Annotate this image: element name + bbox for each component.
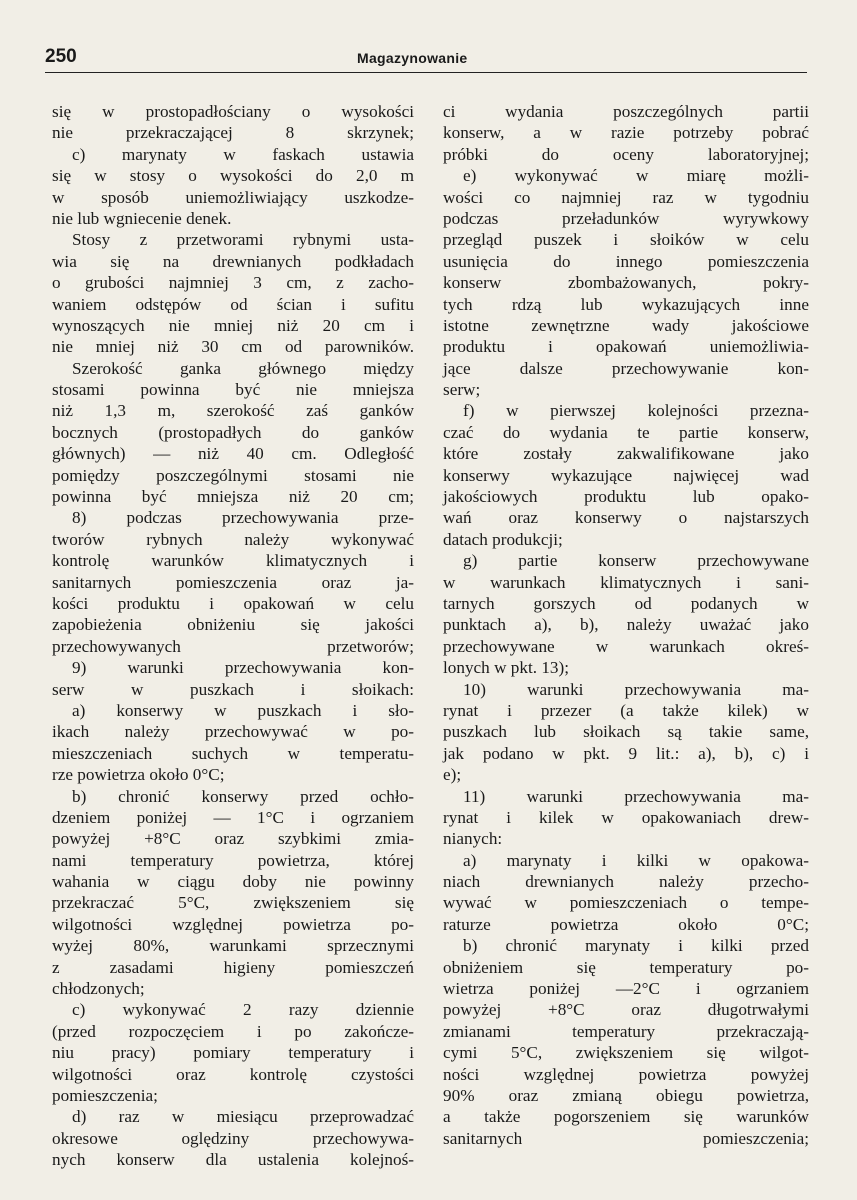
text-line: sanitarnych pomieszczenia; xyxy=(443,1128,809,1148)
text-line: 90% oraz zmianą obiegu powietrza, xyxy=(443,1085,809,1105)
text-line: serw; xyxy=(443,380,481,400)
text-line: bocznych (prostopadłych do ganków xyxy=(52,422,414,442)
text-line: Szerokość ganka głównego między xyxy=(72,358,414,378)
text-line: podczas przeładunków wyrywkowy xyxy=(443,208,809,228)
text-line: c) wykonywać 2 razy dziennie xyxy=(72,1000,414,1020)
text-line: nami temperatury powietrza, której xyxy=(52,850,414,870)
text-line: wia się na drewnianych podkładach xyxy=(52,251,414,271)
text-line: pomiędzy poszczególnymi stosami nie xyxy=(52,465,414,485)
text-line: jakościowych produktu lub opako- xyxy=(443,487,809,507)
text-line: stosami powinna być nie mniejsza xyxy=(52,380,414,400)
text-line: wietrza poniżej —2°C i ogrzaniem xyxy=(443,979,809,999)
right-text-column xyxy=(443,101,809,1149)
text-line: wań oraz konserwy o najstarszych xyxy=(443,508,809,528)
text-line: wości co najmniej raz w tygodniu xyxy=(443,187,809,207)
text-line: przechowywanych przetworów; xyxy=(52,636,414,656)
text-line: g) partie konserw przechowywane xyxy=(463,551,809,571)
text-line: lonych w pkt. 13); xyxy=(443,658,570,678)
text-line: wynoszących nie mniej niż 20 cm i xyxy=(52,315,414,335)
text-line: przechowywane w warunkach okreś- xyxy=(443,636,809,656)
text-line: waniem odstępów od ścian i sufitu xyxy=(52,294,414,314)
text-line: powyżej +8°C oraz szybkimi zmia- xyxy=(52,829,414,849)
text-line: b) chronić konserwy przed ochło- xyxy=(72,786,414,806)
text-line: e) wykonywać w miarę możli- xyxy=(463,166,809,186)
text-line: ności względnej powietrza powyżej xyxy=(443,1064,809,1084)
text-line: wywać w pomieszczeniach o tempe- xyxy=(443,893,809,913)
text-line: 11) warunki przechowywania ma- xyxy=(463,786,809,806)
text-line: nych konserw dla ustalenia kolejnoś- xyxy=(52,1150,414,1170)
text-line: zmianami temperatury przekraczają- xyxy=(443,1021,809,1041)
text-line: nie mniej niż 30 cm od parowników. xyxy=(52,337,414,357)
text-line: 9) warunki przechowywania kon- xyxy=(72,658,414,678)
text-line: rze powietrza około 0°C; xyxy=(52,765,225,785)
text-line: c) marynaty w faskach ustawia xyxy=(72,144,414,164)
text-line: w sposób uniemożliwiający uszkodze- xyxy=(52,187,414,207)
text-line: rynat i przezer (a także kilek) w xyxy=(443,700,809,720)
text-line: raturze powietrza około 0°C; xyxy=(443,914,809,934)
text-line: czać do wydania te partie konserw, xyxy=(443,422,809,442)
text-line: nie przekraczającej 8 skrzynek; xyxy=(52,123,414,143)
running-title: Magazynowanie xyxy=(357,50,468,66)
text-line: e); xyxy=(443,765,462,785)
text-line: a) marynaty i kilki w opakowa- xyxy=(463,850,809,870)
text-line: 8) podczas przechowywania prze- xyxy=(72,508,414,528)
text-line: wilgotności oraz kontrolę czystości xyxy=(52,1064,414,1084)
text-line: tarnych gorszych od podanych w xyxy=(443,593,809,613)
text-line: o grubości najmniej 3 cm, z zacho- xyxy=(52,273,414,293)
text-line: kontrolę warunków klimatycznych i xyxy=(52,551,414,571)
text-line: b) chronić marynaty i kilki przed xyxy=(463,936,809,956)
text-line: f) w pierwszej kolejności przezna- xyxy=(463,401,809,421)
text-line: zapobieżenia obniżeniu się jakości xyxy=(52,615,414,635)
text-line: usunięcia do innego pomieszczenia xyxy=(443,251,809,271)
text-line: chłodzonych; xyxy=(52,979,145,999)
text-line: jące dalsze przechowywanie kon- xyxy=(443,358,809,378)
text-line: niach drewnianych należy przecho- xyxy=(443,872,809,892)
text-line: wilgotności względnej powietrza po- xyxy=(52,914,414,934)
left-text-column xyxy=(52,101,414,1171)
text-line: niż 1,3 m, szerokość zaś ganków xyxy=(52,401,414,421)
text-line: a) konserwy w puszkach i sło- xyxy=(72,700,414,720)
text-line: tych rdzą lub wykazujących inne xyxy=(443,294,809,314)
text-line: obniżeniem się temperatury po- xyxy=(443,957,809,977)
text-line: próbki do oceny laboratoryjnej; xyxy=(443,144,809,164)
header-rule xyxy=(45,72,807,73)
page-number: 250 xyxy=(45,46,77,67)
text-line: wahania w ciągu doby nie powinny xyxy=(52,872,414,892)
text-line: się w stosy o wysokości do 2,0 m xyxy=(52,166,414,186)
text-line: okresowe oględziny przechowywa- xyxy=(52,1128,414,1148)
text-line: nianych: xyxy=(443,829,503,849)
text-line: przekraczać 5°C, zwiększeniem się xyxy=(52,893,414,913)
text-line: dzeniem poniżej — 1°C i ogrzaniem xyxy=(52,807,414,827)
text-line: punktach a), b), należy uważać jako xyxy=(443,615,809,635)
text-line: pomieszczenia; xyxy=(52,1085,158,1105)
text-line: jak podano w pkt. 9 lit.: a), b), c) i xyxy=(443,743,809,763)
text-line: się w prostopadłościany o wysokości xyxy=(52,102,414,121)
text-line: rynat i kilek w opakowaniach drew- xyxy=(443,807,809,827)
text-line: konserw zbombażowanych, pokry- xyxy=(443,273,809,293)
text-line: przegląd puszek i słoików w celu xyxy=(443,230,809,250)
text-line: d) raz w miesiącu przeprowadzać xyxy=(72,1107,414,1127)
text-line: kości produktu i opakowań w celu xyxy=(52,593,414,613)
text-line: tworów rybnych należy wykonywać xyxy=(52,529,414,549)
text-line: wyżej 80%, warunkami sprzecznymi xyxy=(52,936,414,956)
text-line: a także pogorszeniem się warunków xyxy=(443,1107,809,1127)
text-line: mieszczeniach suchych w temperatu- xyxy=(52,743,414,763)
text-line: cymi 5°C, zwiększeniem się wilgot- xyxy=(443,1043,809,1063)
text-line: nie lub wgniecenie denek. xyxy=(52,208,232,228)
text-line: datach produkcji; xyxy=(443,529,563,549)
text-line: powinna być mniejsza niż 20 cm; xyxy=(52,487,414,507)
text-line: ikach należy przechowywać w po- xyxy=(52,722,414,742)
text-line: (przed rozpoczęciem i po zakończe- xyxy=(52,1021,414,1041)
text-line: z zasadami higieny pomieszczeń xyxy=(52,957,414,977)
text-line: głównych) — niż 40 cm. Odległość xyxy=(52,444,414,464)
text-line: w warunkach klimatycznych i sani- xyxy=(443,572,809,592)
text-line: sanitarnych pomieszczenia oraz ja- xyxy=(52,572,414,592)
text-line: które zostały zakwalifikowane jako xyxy=(443,444,809,464)
text-line: niu pracy) pomiary temperatury i xyxy=(52,1043,414,1063)
text-line: 10) warunki przechowywania ma- xyxy=(463,679,809,699)
text-line: konserw, a w razie potrzeby pobrać xyxy=(443,123,809,143)
text-line: produktu i opakowań uniemożliwia- xyxy=(443,337,809,357)
text-line: konserwy wykazujące najwięcej wad xyxy=(443,465,809,485)
text-line: puszkach lub słoikach są takie same, xyxy=(443,722,809,742)
text-line: powyżej +8°C oraz długotrwałymi xyxy=(443,1000,809,1020)
text-line: ci wydania poszczególnych partii xyxy=(443,102,809,121)
text-line: Stosy z przetworami rybnymi usta- xyxy=(72,230,414,250)
text-line: istotne zewnętrzne wady jakościowe xyxy=(443,315,809,335)
text-line: serw w puszkach i słoikach: xyxy=(52,679,414,699)
